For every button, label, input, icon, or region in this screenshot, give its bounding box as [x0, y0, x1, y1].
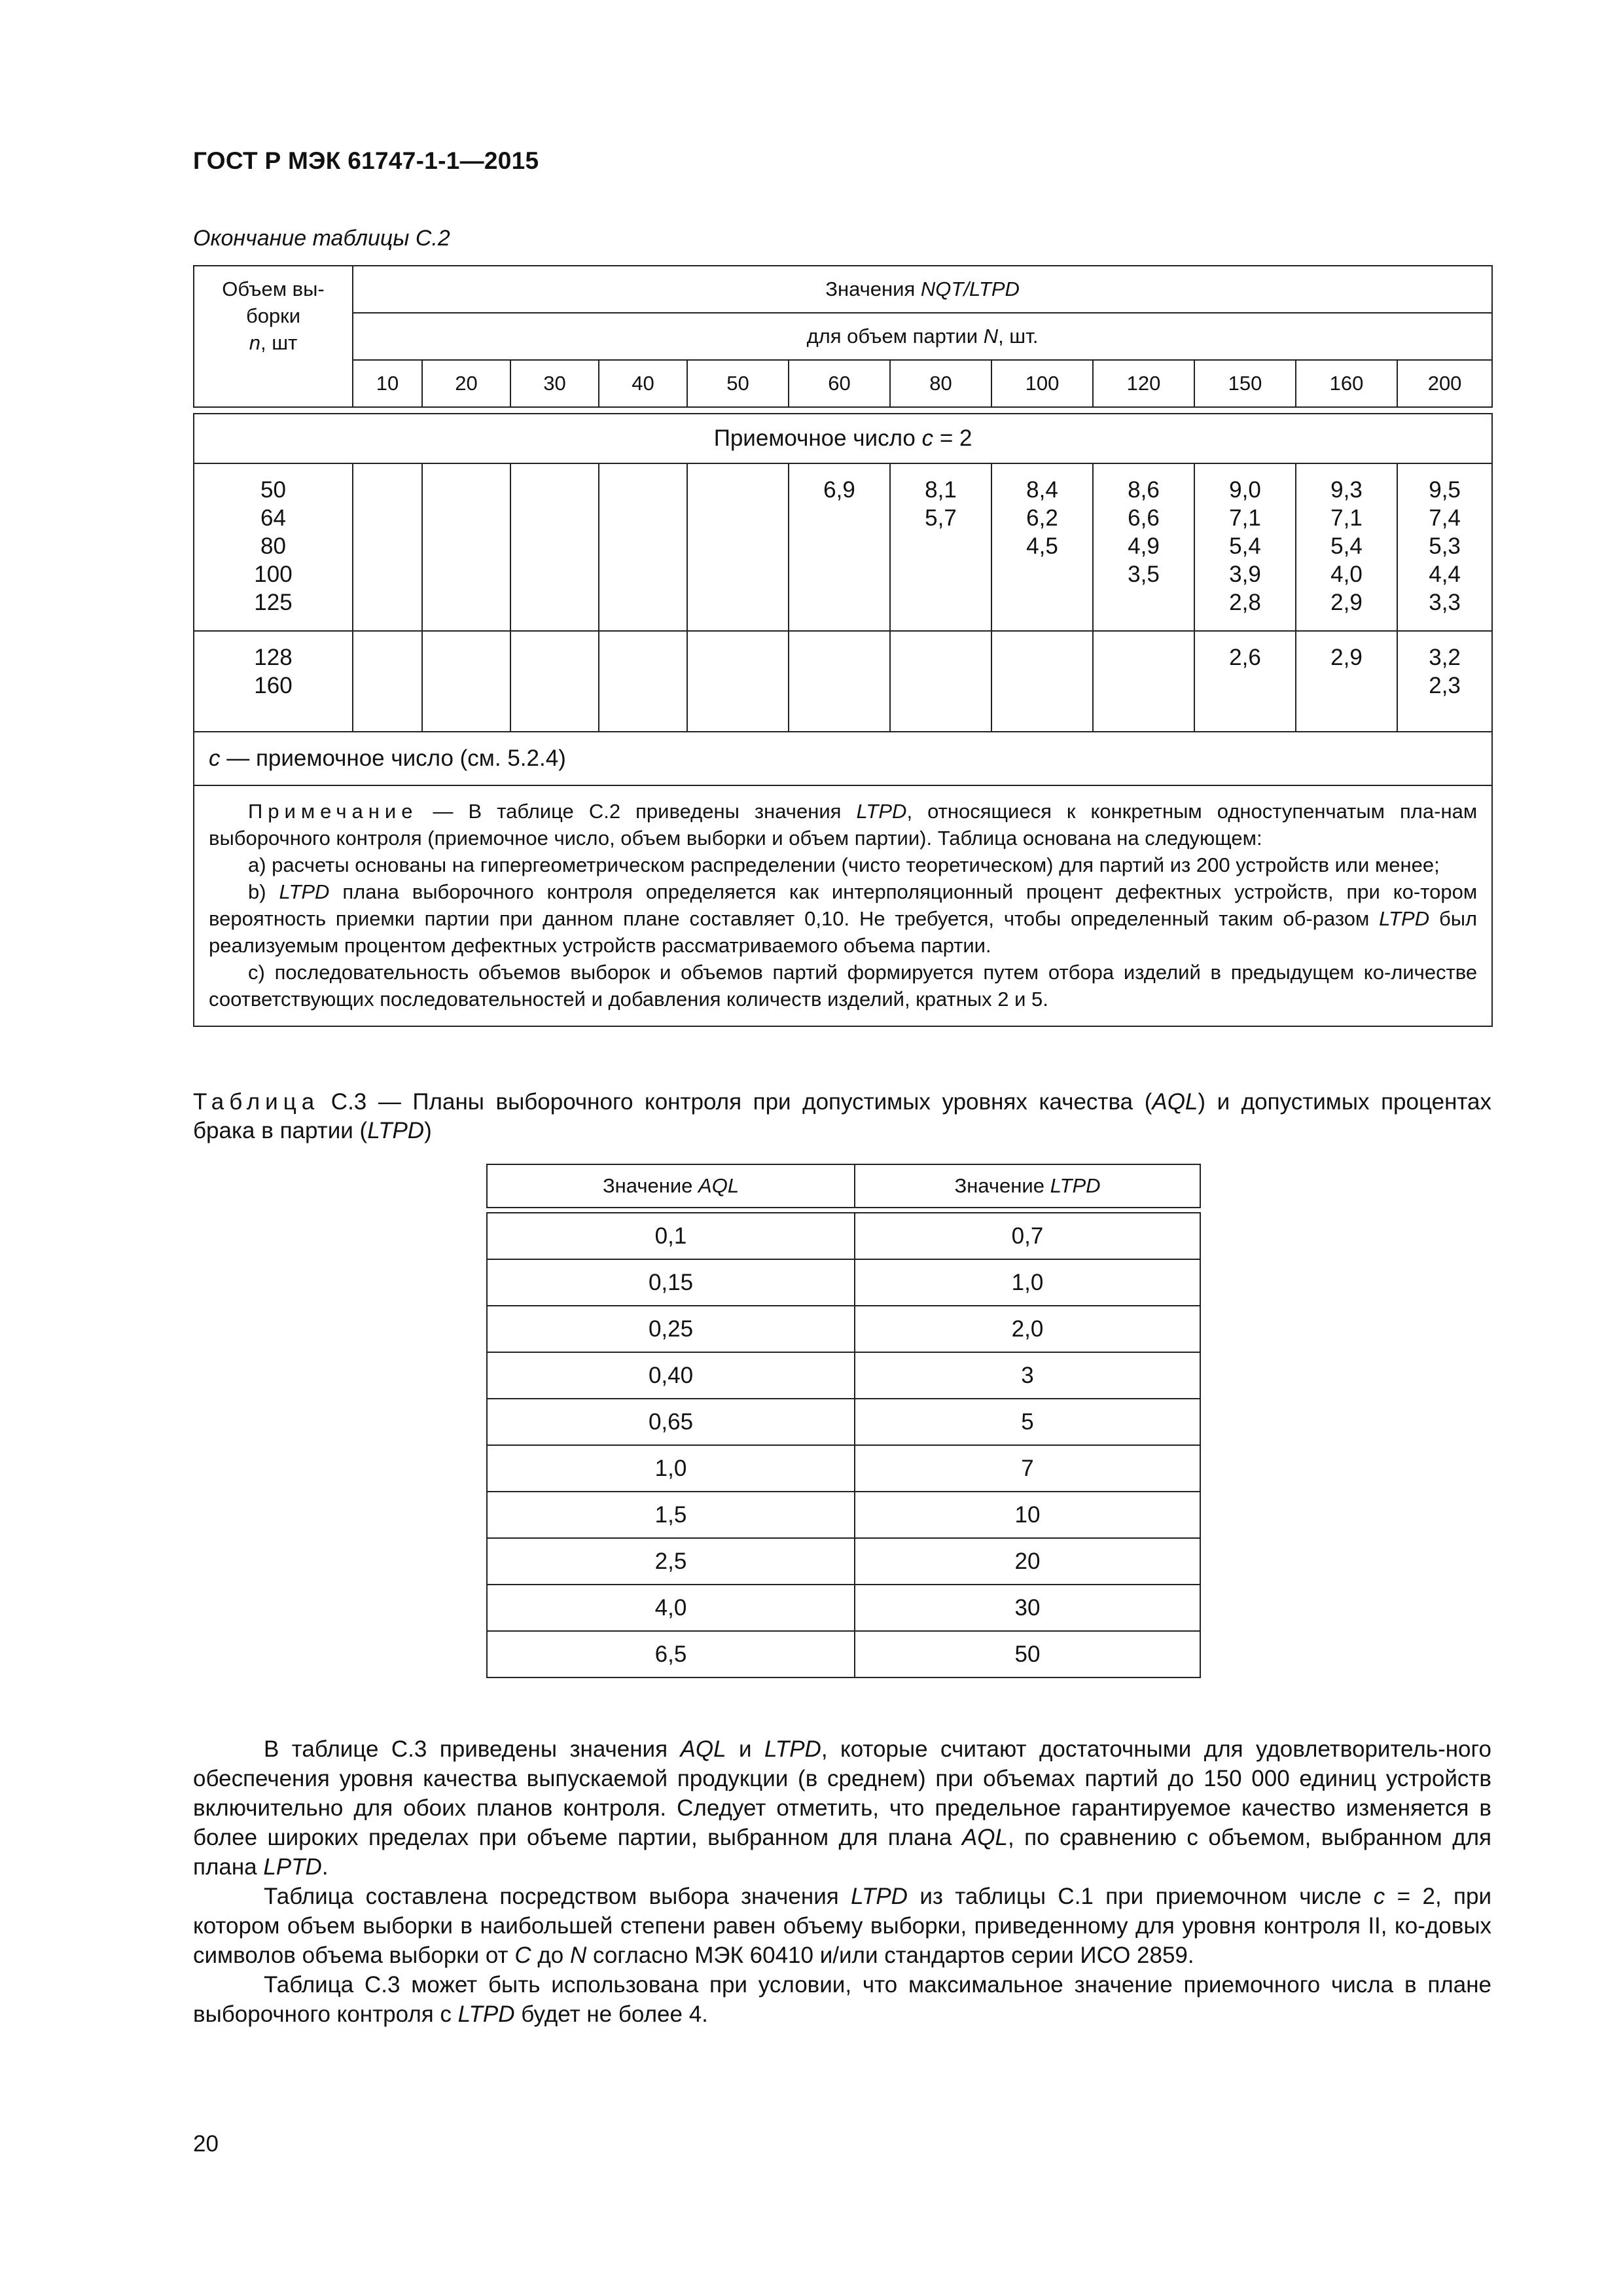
note-paragraph-a: а) расчеты основаны на гипергеометрическом распределении (чисто теоретическом) для партий из 200 устройств или менее; [248, 853, 1440, 876]
ltpd-value: 8,4 [1026, 477, 1058, 503]
ltpd-value: 9,5 [1429, 477, 1461, 503]
lot-size-cell: 20 [422, 360, 510, 407]
value-cell [1296, 463, 1397, 631]
ltpd-value: 3 [855, 1352, 1200, 1399]
ltpd-value: 20 [855, 1538, 1200, 1585]
lot-size-header: для объем партии N, шт. [353, 313, 1492, 360]
ltpd-value: 3,2 [1429, 645, 1461, 670]
table-c3 [486, 1164, 1201, 1678]
note-label: Примечание [248, 800, 418, 823]
aql-value: 0,40 [487, 1352, 855, 1399]
value-cell [599, 463, 687, 631]
sample-size-header: Объем вы-борки n, шт [194, 266, 353, 407]
aql-value: 1,5 [487, 1492, 855, 1538]
lot-size-cell: 10 [353, 360, 422, 407]
data-group-2 [194, 631, 1492, 732]
body-paragraph-1: В таблице С.3 приведены значения AQL и LTPD, которые считают достаточными для удовлетворитель-ного обеспечения уровня качества выпускаемой продукции (в среднем) при объемах партий до 150 000 единиц устройств включительно для обоих планов контроля. Следует отметить, что предельное гарантируемое качество изменяется в более широких пределах при объеме партии, выбранном для плана AQL, по сравнению с объемом, выбранном для плана LPTD. [193, 1736, 1491, 1880]
sample-size-value: 125 [254, 590, 293, 615]
ltpd-value: 30 [855, 1585, 1200, 1631]
header-separator [194, 407, 1492, 414]
sample-size-cell [194, 631, 353, 732]
value-cell [1397, 631, 1492, 732]
note-paragraph-b: b) LTPD плана выборочного контроля определяется как интерполяционный процент дефектных устройств, при ко-тором вероятность приемки партии при данном плане составляет 0,10. Не требуется, чтобы определенный таким об-разом LTPD был реализуемым процентом дефектных устройств рассматриваемого объема партии. [209, 880, 1478, 957]
lot-size-cell: 80 [890, 360, 991, 407]
value-cell [353, 631, 422, 732]
value-cell [1093, 463, 1194, 631]
sample-size-value: 128 [254, 645, 293, 670]
table-row [487, 1492, 1200, 1538]
ltpd-value: 50 [855, 1631, 1200, 1677]
continuation-label: Окончание таблицы С.2 [193, 226, 450, 251]
value-cell [687, 631, 789, 732]
ltpd-value: 8,6 [1128, 477, 1160, 503]
ltpd-value: 4,4 [1429, 562, 1461, 587]
lot-size-cell: 100 [991, 360, 1093, 407]
sample-size-cell [194, 463, 353, 631]
header-separator [487, 1208, 1200, 1213]
value-cell [510, 463, 599, 631]
table-row [487, 1585, 1200, 1631]
ltpd-value: 2,9 [1330, 590, 1363, 615]
ltpd-value: 7 [855, 1445, 1200, 1492]
sample-size-value: 64 [260, 505, 286, 531]
aql-value: 2,5 [487, 1538, 855, 1585]
ltpd-value: 0,7 [855, 1213, 1200, 1259]
note-paragraph-c: с) последовательность объемов выборок и объемов партий формируется путем отбора изделий в предыдущем ко-личестве соответствующих последовательностей и добавления количеств изделий, кратных 2 и 5. [209, 961, 1478, 1011]
table-row [487, 1538, 1200, 1585]
table-row [487, 1259, 1200, 1306]
aql-value: 1,0 [487, 1445, 855, 1492]
aql-column-header: Значение AQL [487, 1164, 855, 1208]
table-row [487, 1213, 1200, 1259]
sample-size-value: 50 [260, 477, 286, 503]
ltpd-value: 10 [855, 1492, 1200, 1538]
lot-sizes-row [194, 360, 1492, 407]
body-paragraph-2: Таблица составлена посредством выбора значения LTPD из таблицы С.1 при приемочном числе c = 2, при котором объем выборки в наибольшей степени равен объему выборки, приведенному для уровня контроля II, ко-довых символов объема выборки от C до N согласно МЭК 60410 и/или стандартов серии ИСО 2859. [193, 1884, 1492, 1968]
ltpd-value: 2,3 [1429, 673, 1461, 698]
ltpd-value: 2,0 [855, 1306, 1200, 1352]
value-cell [1296, 631, 1397, 732]
value-cell [1397, 463, 1492, 631]
ltpd-value: 4,5 [1026, 533, 1058, 559]
ltpd-value: 5 [855, 1399, 1200, 1445]
body-paragraph-3: Таблица С.3 может быть использована при условии, что максимальное значение приемочного числа в плане выборочного контроля с LTPD будет не более 4. [193, 1972, 1491, 2027]
ltpd-value: 9,3 [1330, 477, 1363, 503]
ltpd-value: 6,9 [823, 477, 855, 503]
body-text [193, 1734, 1491, 2029]
ltpd-value: 2,6 [1229, 645, 1261, 670]
value-cell [599, 631, 687, 732]
table-c2 [193, 265, 1493, 1027]
ltpd-value: 5,7 [925, 505, 957, 531]
aql-value: 4,0 [487, 1585, 855, 1631]
value-cell [991, 463, 1093, 631]
ltpd-value: 4,0 [1330, 562, 1363, 587]
acceptance-number-row: Приемочное число c = 2 [194, 414, 1492, 463]
value-cell [687, 463, 789, 631]
table-row [487, 1352, 1200, 1399]
ltpd-value: 2,8 [1229, 590, 1261, 615]
table-row [487, 1445, 1200, 1492]
note-paragraph-1: Примечание — В таблице С.2 приведены значения LTPD, относящиеся к конкретным одноступенчатым пла-нам выборочного контроля (приемочное число, объем выборки и объем партии). Таблица основана на следующем: [209, 800, 1478, 850]
ltpd-value: 3,9 [1229, 562, 1261, 587]
ltpd-value: 5,4 [1330, 533, 1363, 559]
aql-value: 0,15 [487, 1259, 855, 1306]
ltpd-value: 6,2 [1026, 505, 1058, 531]
lot-size-cell: 50 [687, 360, 789, 407]
ltpd-value: 3,5 [1128, 562, 1160, 587]
lot-size-cell: 30 [510, 360, 599, 407]
lot-size-cell: 160 [1296, 360, 1397, 407]
value-cell [1093, 631, 1194, 732]
value-cell [1194, 463, 1296, 631]
lot-size-cell: 200 [1397, 360, 1492, 407]
ltpd-value: 9,0 [1229, 477, 1261, 503]
ltpd-value: 7,1 [1229, 505, 1261, 531]
aql-value: 0,1 [487, 1213, 855, 1259]
lot-size-cell: 150 [1194, 360, 1296, 407]
value-cell [890, 463, 991, 631]
ltpd-value: 3,3 [1429, 590, 1461, 615]
ltpd-value: 2,9 [1330, 645, 1363, 670]
ltpd-value: 1,0 [855, 1259, 1200, 1306]
value-cell [422, 463, 510, 631]
document-header: ГОСТ Р МЭК 61747-1-1—2015 [193, 147, 539, 174]
data-group-1 [194, 463, 1492, 631]
table-row [487, 1399, 1200, 1445]
lot-size-cell: 60 [789, 360, 890, 407]
values-header: Значения NQT/LTPD [353, 266, 1492, 313]
value-cell [789, 631, 890, 732]
aql-value: 6,5 [487, 1631, 855, 1677]
aql-value: 0,25 [487, 1306, 855, 1352]
ltpd-value: 7,4 [1429, 505, 1461, 531]
ltpd-value: 6,6 [1128, 505, 1160, 531]
lot-size-cell: 120 [1093, 360, 1194, 407]
ltpd-column-header: Значение LTPD [855, 1164, 1200, 1208]
table-note [194, 785, 1492, 1026]
value-cell [422, 631, 510, 732]
aql-value: 0,65 [487, 1399, 855, 1445]
table-c3-caption: Таблица С.3 — Планы выборочного контроля при допустимых уровнях качества (AQL) и допустимых процентах брака в партии (LTPD) [193, 1089, 1491, 1143]
sample-size-value: 160 [254, 673, 293, 698]
sample-size-value: 100 [254, 562, 293, 587]
ltpd-value: 8,1 [925, 477, 957, 503]
acceptance-number-note: c — приемочное число (см. 5.2.4) [194, 732, 1492, 785]
page-number: 20 [193, 2131, 219, 2157]
value-cell [789, 463, 890, 631]
ltpd-value: 5,4 [1229, 533, 1261, 559]
lot-size-cell: 40 [599, 360, 687, 407]
sample-size-value: 80 [260, 533, 286, 559]
value-cell [991, 631, 1093, 732]
value-cell [353, 463, 422, 631]
ltpd-value: 5,3 [1429, 533, 1461, 559]
table-row [487, 1631, 1200, 1677]
ltpd-value: 4,9 [1128, 533, 1160, 559]
value-cell [1194, 631, 1296, 732]
value-cell [510, 631, 599, 732]
ltpd-value: 7,1 [1330, 505, 1363, 531]
value-cell [890, 631, 991, 732]
table-row [487, 1306, 1200, 1352]
